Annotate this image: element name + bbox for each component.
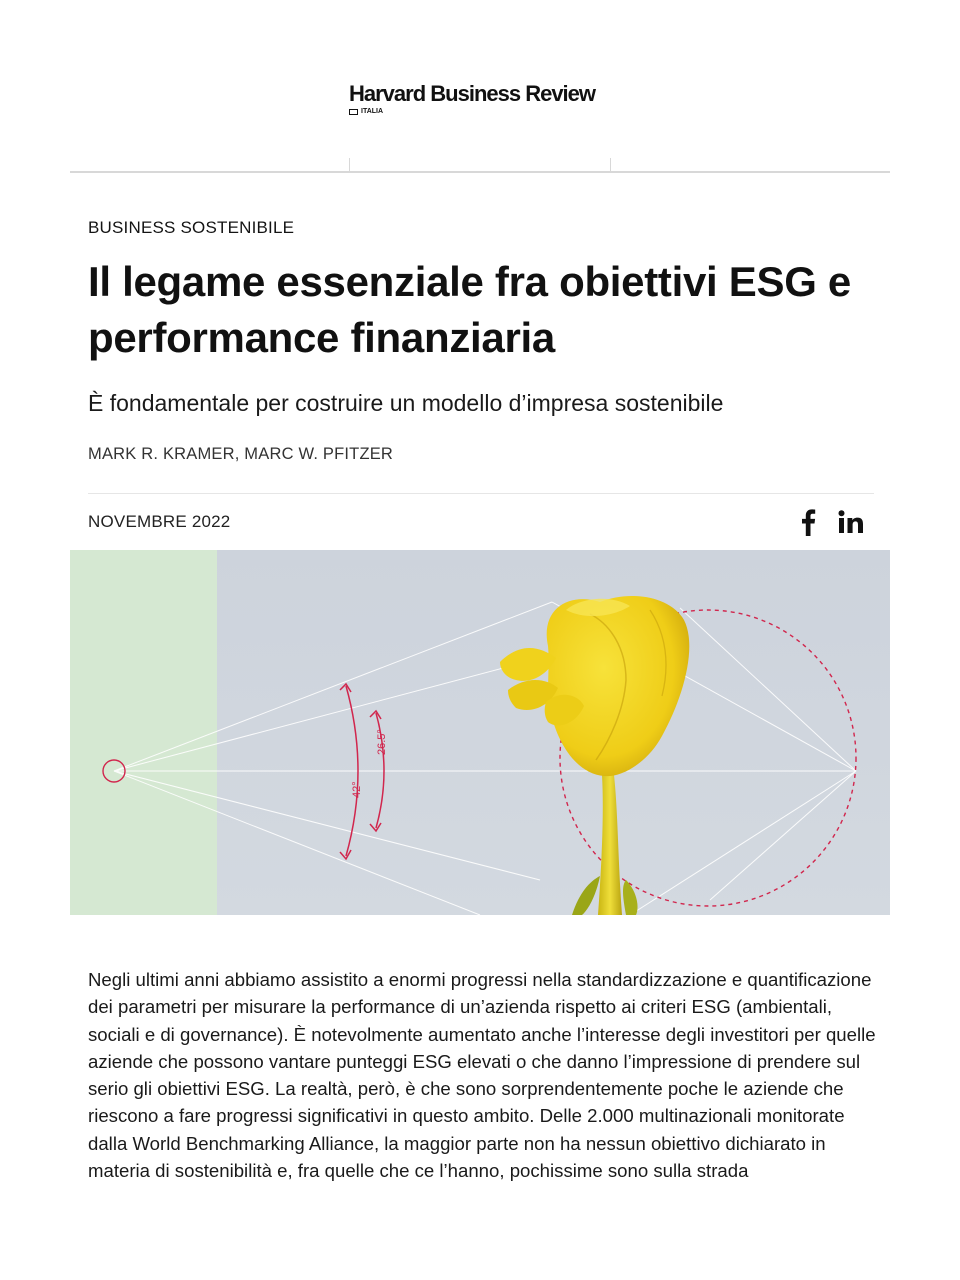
facebook-icon [800, 508, 816, 536]
article-date: NOVEMBRE 2022 [88, 512, 231, 531]
article-body: Negli ultimi anni abbiamo assistito a enormi progressi nella standardizzazione e quantificazione dei parametri per misurare la performance di un’azienda rispetto ai criteri ESG (ambientali, sociali e di governance). È notevolmente aumentato anche l’interesse degli investitori per quelle aziende che possono vantare punteggi ESG elevati o che danno l’impressione di prendere sul serio gli obiettivi ESG. La realtà, però, è che sono sorprendentemente poche le aziende che riescono a fare progressi significativi in questo ambito. Delle 2.000 multinazionali monitorate dalla World Benchmarking Alliance, la maggior parte non ha nessun obiettivo dichiarato in materia di sostenibilità e, fra quelle che ce l’hanno, pochissime sono sulla strada [88, 969, 876, 1182]
angle-outer-label: 42° [351, 781, 363, 798]
brand-logo[interactable] [349, 82, 595, 116]
linkedin-share-button[interactable] [836, 506, 866, 538]
nav-divider-tick [349, 158, 350, 171]
article-subtitle: È fondamentale per costruire un modello d’impresa sostenibile [88, 390, 724, 416]
nav-divider-tick [610, 158, 611, 171]
veritas-shield-icon [349, 109, 358, 115]
hero-illustration [70, 550, 890, 915]
linkedin-icon [838, 510, 864, 534]
brand-edition [349, 107, 595, 116]
brand-name: Harvard Business Review [349, 81, 596, 106]
article-title: Il legame essenziale fra obiettivi ESG e performance finanziaria [88, 258, 851, 361]
article-authors[interactable]: MARK R. KRAMER, MARC W. PFITZER [88, 445, 394, 463]
nav-divider [70, 171, 890, 173]
article-section[interactable]: BUSINESS SOSTENIBILE [88, 218, 295, 237]
facebook-share-button[interactable] [796, 506, 820, 538]
hero-green-panel [70, 550, 217, 915]
angle-inner-label: 26.5° [376, 729, 388, 755]
brand-edition-label: ITALIA [361, 108, 384, 115]
byline-divider [88, 493, 874, 494]
hero-image [70, 550, 890, 915]
